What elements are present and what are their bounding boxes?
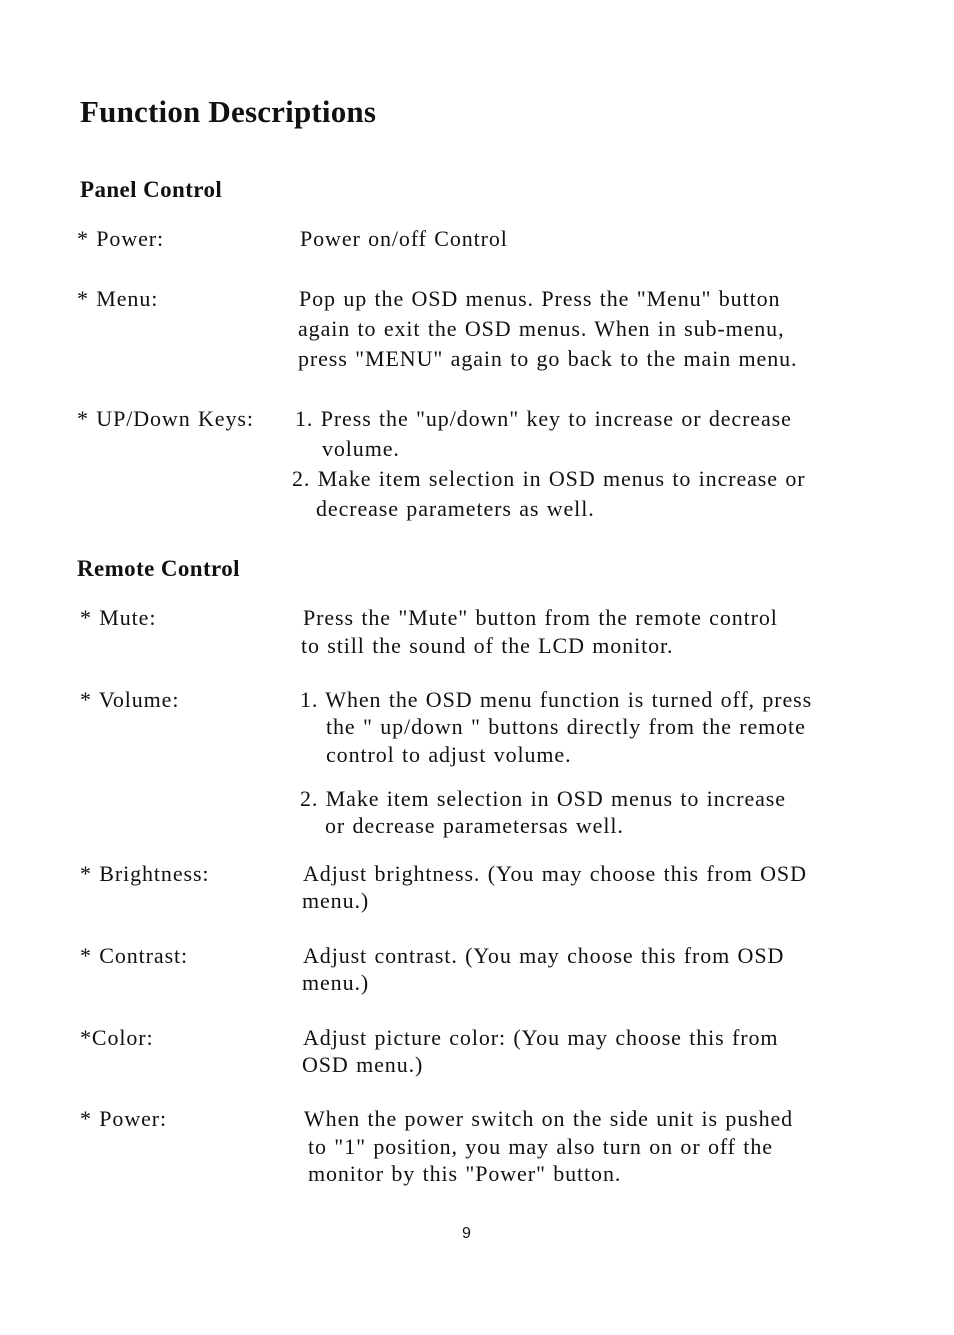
color-description-line: Adjust picture color: (You may choose this from <box>303 1025 779 1050</box>
volume-description-line: control to adjust volume. <box>326 742 572 767</box>
updown-keys-description-line: decrease parameters as well. <box>316 496 595 521</box>
power-description: Power on/off Control <box>300 226 508 251</box>
page-number: 9 <box>462 1225 471 1242</box>
brightness-description-line: Adjust brightness. (You may choose this from OSD <box>303 861 807 886</box>
updown-keys-description-line: 2. Make item selection in OSD menus to increase or <box>292 466 806 491</box>
updown-keys-description-line: 1. Press the "up/down" key to increase or decrease <box>295 406 792 431</box>
mute-description-line: Press the "Mute" button from the remote control <box>303 605 778 630</box>
contrast-label: * Contrast: <box>80 943 189 968</box>
updown-keys-label: * UP/Down Keys: <box>77 406 254 431</box>
contrast-description-line: Adjust contrast. (You may choose this from OSD <box>303 943 785 968</box>
menu-description-line: press "MENU" again to go back to the main menu. <box>298 346 798 371</box>
brightness-label: * Brightness: <box>80 861 210 886</box>
section-heading-remote-control: Remote Control <box>77 556 240 581</box>
volume-description-line: the " up/down " buttons directly from the remote <box>326 714 806 739</box>
mute-description-line: to still the sound of the LCD monitor. <box>301 633 674 658</box>
volume-description-line: 2. Make item selection in OSD menus to increase <box>300 786 786 811</box>
page-title: Function Descriptions <box>80 94 377 129</box>
color-label: *Color: <box>80 1025 154 1050</box>
remote-power-label: * Power: <box>80 1106 168 1131</box>
volume-description-line: 1. When the OSD menu function is turned off, press <box>300 687 813 712</box>
updown-keys-description-line: volume. <box>322 436 400 461</box>
menu-description-line: Pop up the OSD menus. Press the "Menu" button <box>299 286 781 311</box>
volume-label: * Volume: <box>80 687 180 712</box>
mute-label: * Mute: <box>80 605 157 630</box>
remote-power-description-line: When the power switch on the side unit is pushed <box>304 1106 794 1131</box>
power-label: * Power: <box>77 226 165 251</box>
brightness-description-line: menu.) <box>302 888 370 913</box>
section-heading-panel-control: Panel Control <box>80 177 223 202</box>
volume-description-line: or decrease parametersas well. <box>325 813 624 838</box>
contrast-description-line: menu.) <box>302 970 370 995</box>
color-description-line: OSD menu.) <box>302 1052 424 1077</box>
remote-power-description-line: to "1" position, you may also turn on or off the <box>308 1134 773 1159</box>
menu-description-line: again to exit the OSD menus. When in sub-menu, <box>298 316 785 341</box>
remote-power-description-line: monitor by this "Power" button. <box>308 1161 622 1186</box>
menu-label: * Menu: <box>77 286 159 311</box>
